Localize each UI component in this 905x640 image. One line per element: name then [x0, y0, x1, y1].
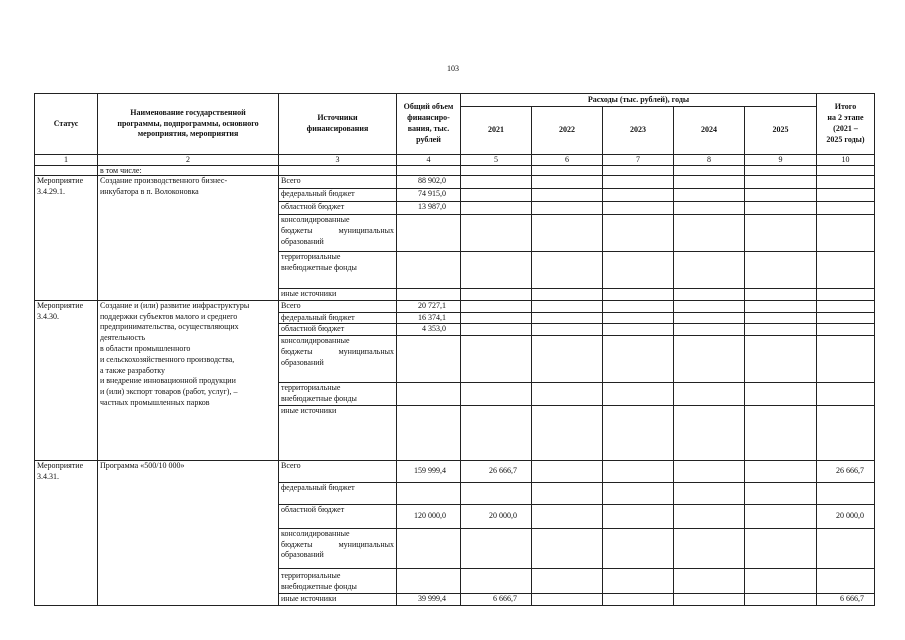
value-cell: 26 666,7 [461, 460, 532, 482]
value-cell: 6 666,7 [461, 593, 532, 605]
value-cell: 20 000,0 [461, 504, 532, 528]
header-year: 2024 [674, 107, 745, 155]
header-expenses: Расходы (тыс. рублей), годы [461, 94, 817, 107]
value-cell: 74 915,0 [397, 189, 461, 202]
activity-name: Программа «500/10 000» [98, 460, 279, 605]
source-label: федеральный бюджет [279, 482, 397, 504]
column-number: 1 [35, 155, 98, 166]
source-label: Всего [279, 300, 397, 312]
table-row [35, 300, 875, 312]
source-label: территориальные внебюджетные фонды [279, 568, 397, 593]
column-number: 9 [745, 155, 817, 166]
source-label: консолидированные бюджеты муниципальных образований [279, 336, 397, 383]
column-number: 10 [817, 155, 875, 166]
activity-status: Мероприятие 3.4.29.1. [35, 176, 98, 301]
budget-table [34, 93, 875, 606]
source-label: консолидированные бюджеты муниципальных образований [279, 528, 397, 568]
header-year: 2022 [532, 107, 603, 155]
column-number: 4 [397, 155, 461, 166]
column-number: 8 [674, 155, 745, 166]
source-label: иные источники [279, 289, 397, 301]
activity-status: Мероприятие 3.4.31. [35, 460, 98, 605]
header-itogo: Итого на 2 этапе (2021 – 2025 годы) [817, 94, 875, 155]
source-label: иные источники [279, 593, 397, 605]
source-label: территориальные внебюджетные фонды [279, 252, 397, 289]
note-text: в том числе: [98, 166, 279, 176]
header-year: 2023 [603, 107, 674, 155]
table-row [35, 460, 875, 482]
value-cell: 39 999,4 [397, 593, 461, 605]
source-label: областной бюджет [279, 202, 397, 215]
column-number: 6 [532, 155, 603, 166]
source-label: консолидированные бюджеты муниципальных образований [279, 215, 397, 252]
column-number: 7 [603, 155, 674, 166]
value-cell: 159 999,4 [397, 460, 461, 482]
table-row [35, 176, 875, 189]
header-name: Наименование государственной программы, подпрограммы, основного мероприятия, мероприятия [98, 94, 279, 155]
source-label: областной бюджет [279, 504, 397, 528]
header-total: Общий объем финансиро- вания, тыс. рублей [397, 94, 461, 155]
value-cell: 88 902,0 [397, 176, 461, 189]
column-number: 5 [461, 155, 532, 166]
activity-name: Создание производственного бизнес- инкубатора в п. Волоконовка [98, 176, 279, 301]
column-numbers-row [35, 155, 875, 166]
column-number: 3 [279, 155, 397, 166]
activity-status: Мероприятие 3.4.30. [35, 300, 98, 460]
source-label: областной бюджет [279, 324, 397, 336]
source-label: Всего [279, 460, 397, 482]
value-cell: 13 987,0 [397, 202, 461, 215]
value-cell: 20 727,1 [397, 300, 461, 312]
column-number: 2 [98, 155, 279, 166]
value-cell: 120 000,0 [397, 504, 461, 528]
header-status: Статус [35, 94, 98, 155]
header-year: 2021 [461, 107, 532, 155]
source-label: иные источники [279, 405, 397, 460]
page-number: 103 [447, 64, 459, 73]
source-label: федеральный бюджет [279, 312, 397, 324]
header-year: 2025 [745, 107, 817, 155]
value-cell: 16 374,1 [397, 312, 461, 324]
activity-name: Создание и (или) развитие инфраструктуры поддержки субъектов малого и среднего предпринимательства, осуществляющих деятельность в области промышленного и сельскохозяйственного производства, а также разработку и внедрение инновационной продукции и (или) экспорт товаров (работ, услуг), – частных промышленных парков [98, 300, 279, 460]
value-cell: 6 666,7 [817, 593, 875, 605]
source-label: Всего [279, 176, 397, 189]
value-cell: 26 666,7 [817, 460, 875, 482]
header-sources: Источники финансирования [279, 94, 397, 155]
value-cell: 4 353,0 [397, 324, 461, 336]
note-row [35, 166, 875, 176]
source-label: федеральный бюджет [279, 189, 397, 202]
source-label: территориальные внебюджетные фонды [279, 383, 397, 406]
value-cell: 20 000,0 [817, 504, 875, 528]
